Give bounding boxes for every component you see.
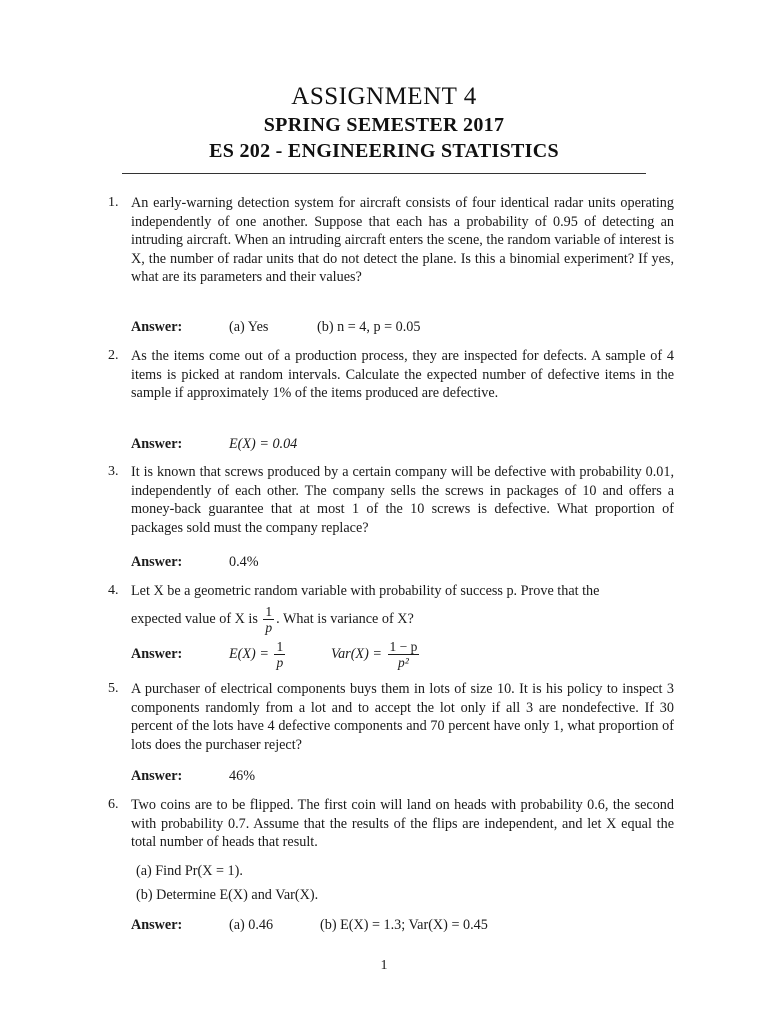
answer-label: Answer:	[131, 436, 183, 452]
fraction-numerator: 1 − p	[389, 639, 418, 655]
question-text: It is known that screws produced by a certain company will be defective with probability 0.01, independently of each other. The company sells the screws in packages of 10 and offers a money-back guarantee that at most 1 of the 10 screws is defective. What proportion of packages sold must the company replace?	[131, 464, 674, 536]
answer-value: (a) Yes	[229, 319, 269, 335]
question-text: An early-warning detection system for aircraft consists of four identical radar units operating independently of one another. Suppose that each has a probability of 0.95 of detecting an intruding aircraft. When an intruding aircraft enters the scene, the random variable of interest is X, the number of radar units that do not detect the plane. Is this a binomial experiment? If yes, what are its parameters and their values?	[131, 195, 674, 285]
fraction-numerator: 1	[276, 639, 284, 655]
answer-value: 46%	[229, 768, 256, 784]
question-text: As the items come out of a production process, they are inspected for defects. A sample of 4 items is picked at random intervals. Calculate the expected number of defective items in the sample if approximately 1% of the items produced are defective.	[131, 348, 674, 401]
answer-value: (a) 0.46	[229, 917, 274, 933]
fraction-numerator: 1	[265, 603, 273, 619]
question-number: 5.	[108, 681, 119, 696]
answer-label: Answer:	[131, 319, 183, 335]
answer-label: Answer:	[131, 554, 183, 570]
question-text-fragment: expected value of X is	[131, 610, 258, 627]
answer-value: E(X) = 0.04	[229, 436, 298, 452]
answer-label: Answer:	[131, 768, 183, 784]
question-text-fragment: . What is variance of X?	[276, 610, 414, 627]
question-text-line: Let X be a geometric random variable with probability of success p. Prove that the	[131, 583, 600, 599]
question-number: 1.	[108, 195, 119, 210]
question-text-line	[131, 604, 674, 635]
answer-variance	[331, 636, 421, 672]
sub-question-a: (a) Find Pr(X = 1).	[136, 863, 243, 879]
question-number: 6.	[108, 797, 119, 812]
question-number: 4.	[108, 583, 119, 598]
answer-label: Answer:	[131, 917, 183, 933]
course-heading: ES 202 - ENGINEERING STATISTICS	[209, 140, 559, 162]
answer-label: Answer:	[131, 646, 183, 662]
semester-heading: SPRING SEMESTER 2017	[263, 114, 505, 136]
fraction	[263, 604, 274, 635]
question-text: Two coins are to be flipped. The first coin will land on heads with probability 0.6, the second with probability 0.7. Assume that the results of the flips are independent, and let X equal the total number of heads that result.	[131, 797, 674, 850]
question-number: 2.	[108, 348, 119, 363]
question-text	[131, 582, 674, 635]
fraction-denominator: p	[265, 619, 273, 635]
fraction	[388, 639, 420, 670]
fraction-denominator: p	[276, 655, 284, 671]
assignment-title: ASSIGNMENT 4	[291, 83, 477, 110]
answer-expected-value	[229, 636, 287, 672]
header-rule	[122, 173, 646, 174]
fraction-denominator: p²	[398, 655, 409, 671]
answer-value: E(X) =	[229, 646, 269, 662]
question-number: 3.	[108, 464, 119, 479]
page-number: 1	[380, 958, 388, 973]
sub-question-b: (b) Determine E(X) and Var(X).	[136, 887, 319, 903]
answer-value: Var(X) =	[331, 646, 382, 662]
answer-value: (b) E(X) = 1.3; Var(X) = 0.45	[320, 917, 488, 933]
answer-value: 0.4%	[229, 554, 259, 570]
answer-value: (b) n = 4, p = 0.05	[317, 319, 421, 335]
question-text: A purchaser of electrical components buys them in lots of size 10. It is his policy to inspect 3 components randomly from a lot and to accept the lot only if all 3 are nondefective. If 30 percent of the lots have 4 defective components and 70 percent have only 1, what proportion of lots does the purchaser reject?	[131, 681, 674, 753]
fraction	[274, 639, 285, 670]
